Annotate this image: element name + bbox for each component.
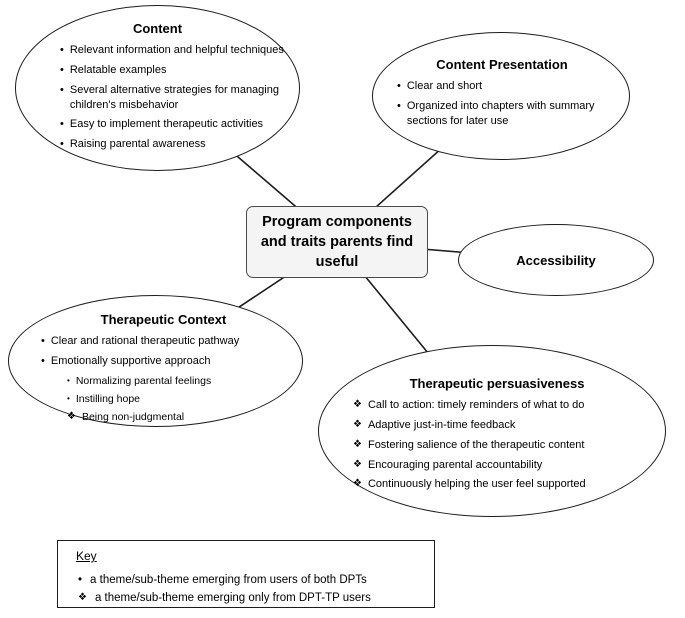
diamond-bullet-icon: ❖ bbox=[353, 478, 362, 490]
list-item-text: Relevant information and helpful techniques bbox=[69, 44, 284, 56]
central-concept-title: Program components and traits parents find useful bbox=[260, 213, 414, 271]
list-item bbox=[397, 79, 607, 94]
legend-box bbox=[57, 540, 435, 608]
list-item-text: Clear and rational therapeutic pathway bbox=[50, 335, 240, 347]
node-accessibility-title: Accessibility bbox=[516, 252, 596, 268]
list-item bbox=[60, 137, 285, 152]
list-item-text: Being non-judgmental bbox=[81, 411, 185, 424]
dot-bullet-icon: • bbox=[60, 63, 64, 76]
list-item-text: Clear and short bbox=[406, 80, 483, 92]
sub-list-item bbox=[67, 392, 286, 406]
legend-item bbox=[78, 573, 416, 588]
legend-item-text: a theme/sub-theme emerging only from DPT-TP users bbox=[94, 591, 371, 604]
node-therapeutic-context-title: Therapeutic Context bbox=[100, 312, 227, 327]
sub-list-item bbox=[67, 374, 286, 388]
diamond-bullet-icon: ❖ bbox=[353, 438, 362, 450]
list-item-text: Instilling hope bbox=[75, 392, 141, 405]
list-item bbox=[41, 334, 286, 349]
list-item bbox=[41, 354, 286, 369]
node-therapeutic-context bbox=[8, 295, 303, 427]
list-item bbox=[353, 438, 641, 453]
dot-bullet-icon: • bbox=[397, 99, 401, 112]
list-item bbox=[60, 117, 285, 132]
list-item bbox=[353, 477, 641, 492]
node-content-presentation-list bbox=[397, 79, 607, 129]
list-item-text: Adaptive just-in-time feedback bbox=[367, 418, 516, 431]
list-item bbox=[353, 398, 641, 413]
node-content bbox=[15, 5, 300, 171]
list-item bbox=[60, 63, 285, 78]
list-item bbox=[60, 43, 285, 58]
list-item-text: Emotionally supportive approach bbox=[50, 354, 211, 367]
diamond-bullet-icon: ❖ bbox=[353, 399, 362, 410]
node-therapeutic-persuasiveness-title: Therapeutic persuasiveness bbox=[409, 376, 585, 391]
dot-bullet-icon: • bbox=[67, 375, 70, 385]
legend-item-text: a theme/sub-theme emerging from users of both DPTs bbox=[90, 574, 367, 586]
list-item-text: Raising parental awareness bbox=[69, 138, 206, 151]
dot-bullet-icon: • bbox=[60, 138, 64, 151]
dot-bullet-icon: • bbox=[78, 574, 83, 586]
list-item-text: Encouraging parental accountability bbox=[367, 458, 543, 471]
list-item-text: Fostering salience of the therapeutic content bbox=[367, 438, 585, 451]
legend-list bbox=[76, 573, 416, 606]
dot-bullet-icon: • bbox=[41, 335, 45, 347]
node-therapeutic-persuasiveness bbox=[318, 345, 666, 517]
list-item-text: Continuously helping the user feel supported bbox=[367, 478, 586, 491]
legend-item bbox=[78, 591, 416, 606]
list-item-text: Call to action: timely reminders of what to do bbox=[367, 399, 585, 411]
list-item-text: Relatable examples bbox=[69, 63, 167, 76]
legend-title: Key bbox=[76, 549, 97, 563]
list-item bbox=[60, 83, 285, 113]
dot-bullet-icon: • bbox=[67, 393, 70, 403]
node-accessibility bbox=[458, 224, 654, 296]
central-concept-box bbox=[246, 206, 428, 278]
list-item-text: Normalizing parental feelings bbox=[75, 374, 212, 387]
dot-bullet-icon: • bbox=[41, 354, 45, 367]
diamond-bullet-icon: ❖ bbox=[353, 418, 362, 430]
list-item bbox=[397, 99, 607, 129]
dot-bullet-icon: • bbox=[60, 83, 64, 96]
dot-bullet-icon: • bbox=[60, 118, 64, 131]
node-therapeutic-context-list bbox=[41, 334, 286, 424]
diamond-bullet-icon: ❖ bbox=[67, 411, 76, 423]
diamond-bullet-icon: ❖ bbox=[353, 458, 362, 470]
node-therapeutic-persuasiveness-list bbox=[353, 398, 641, 492]
node-content-list bbox=[60, 43, 285, 152]
list-item-text: Easy to implement therapeutic activities bbox=[69, 118, 264, 131]
dot-bullet-icon: • bbox=[397, 80, 401, 92]
dot-bullet-icon: • bbox=[60, 44, 64, 56]
node-content-title: Content bbox=[132, 21, 183, 36]
diamond-bullet-icon: ❖ bbox=[78, 591, 87, 603]
list-item-text: Several alternative strategies for managing children's misbehavior bbox=[69, 83, 279, 111]
sub-list-item bbox=[67, 410, 286, 424]
list-item-text: Organized into chapters with summary sections for later use bbox=[406, 99, 595, 127]
list-item bbox=[353, 458, 641, 473]
list-item bbox=[353, 418, 641, 433]
node-content-presentation bbox=[372, 32, 630, 160]
node-content-presentation-title: Content Presentation bbox=[436, 57, 568, 72]
